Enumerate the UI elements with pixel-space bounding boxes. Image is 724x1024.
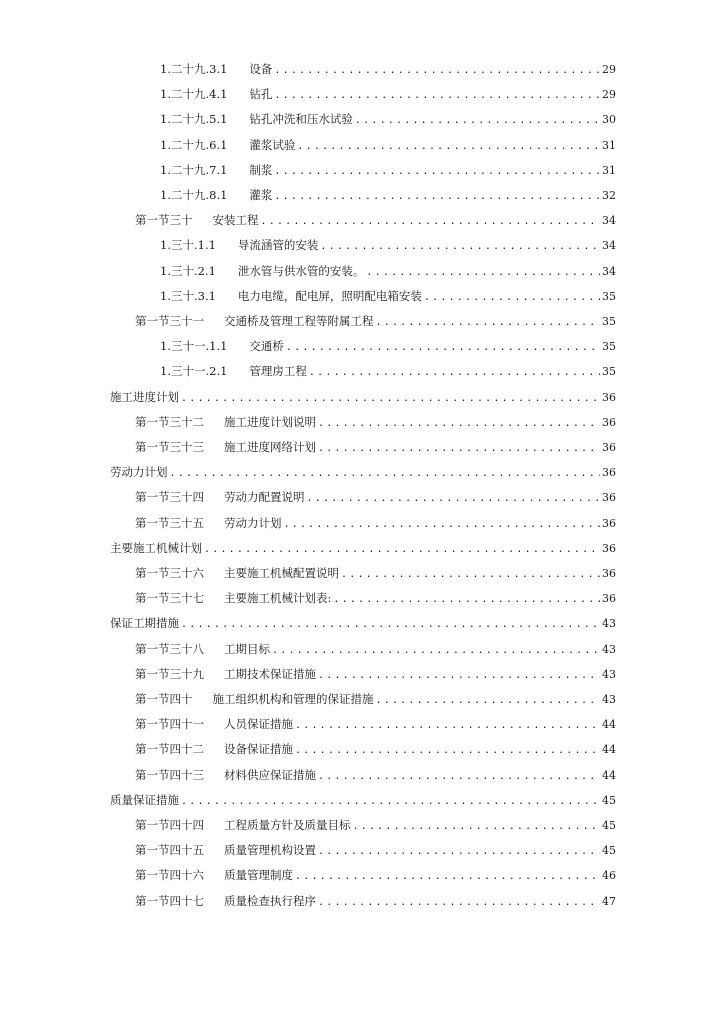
toc-entry[interactable] (110, 387, 616, 407)
toc-entry[interactable] (135, 639, 616, 659)
toc-entry-page-number: 36 (602, 592, 616, 606)
toc-entry-page-number: 36 (602, 390, 616, 404)
toc-entry-number: 第一节三十 (135, 213, 193, 228)
toc-entry-number: 1.三十.3.1 (160, 288, 216, 303)
toc-entry[interactable] (135, 513, 616, 533)
toc-entry[interactable] (135, 815, 616, 835)
toc-entry-title: 安装工程 (212, 213, 259, 228)
toc-entry[interactable] (160, 361, 616, 381)
toc-entry-page-number: 36 (602, 567, 616, 580)
toc-entry-title: 钻孔冲洗和压水试验 (249, 112, 353, 127)
toc-entry-title: 工期目标 (224, 641, 270, 656)
toc-entry-title: 质量管理制度 (224, 868, 293, 883)
toc-entry-title: 工程质量方针及质量目标 (224, 818, 351, 832)
toc-entry-page-number: 47 (602, 894, 616, 908)
dot-leader (274, 86, 600, 106)
toc-entry-title: 质量检查执行程序 (224, 893, 316, 908)
toc-entry-title: 材料供应保证措施 (224, 767, 316, 782)
toc-entry[interactable] (135, 588, 616, 608)
toc-entry-number: 第一节四十 (135, 692, 193, 706)
toc-entry-title: 主要施工机械计划 (110, 540, 202, 555)
toc-entry[interactable] (135, 714, 616, 734)
dot-leader (318, 767, 600, 787)
toc-entry-title: 人员保证措施 (224, 717, 293, 732)
dot-leader (170, 464, 601, 484)
dot-leader (318, 414, 600, 434)
toc-entry-title: 灌浆 (249, 188, 273, 202)
toc-entry-number: 1.二十九.4.1 (160, 87, 228, 102)
toc-entry-number: 1.二十九.6.1 (160, 137, 228, 152)
toc-entry-page-number: 36 (602, 466, 616, 480)
toc-entry[interactable] (110, 790, 616, 810)
toc-entry-page-number: 43 (602, 667, 616, 681)
toc-entry-number: 第一节四十五 (135, 843, 204, 858)
toc-entry-title: 电力电缆，配电屏，照明配电箱安装 (237, 288, 422, 303)
toc-entry-page-number: 34 (602, 214, 616, 228)
toc-entry-page-number: 44 (602, 768, 616, 782)
toc-entry-title: 制浆 (249, 162, 273, 177)
toc-entry[interactable] (135, 739, 616, 759)
toc-entry-page-number: 36 (602, 441, 616, 454)
toc-entry-title: 工期技术保证措施 (224, 666, 316, 681)
toc-entry-page-number: 43 (602, 693, 616, 706)
toc-entry-title: 交通桥 (249, 339, 284, 354)
dot-leader (307, 489, 601, 509)
toc-entry-number: 1.二十九.7.1 (160, 162, 228, 177)
dot-leader (181, 615, 600, 635)
toc-entry[interactable] (135, 412, 616, 432)
toc-entry[interactable] (135, 487, 616, 507)
toc-entry-number: 1.三十一.1.1 (160, 339, 228, 354)
dot-leader (341, 565, 600, 585)
toc-entry-title: 主要施工机械计划表: (224, 591, 332, 606)
toc-entry[interactable] (160, 109, 616, 129)
toc-entry-page-number: 45 (602, 793, 616, 807)
dot-leader (274, 162, 600, 182)
toc-entry-page-number: 29 (602, 63, 616, 76)
toc-entry[interactable] (110, 462, 616, 482)
dot-leader (295, 741, 600, 761)
toc-entry-page-number: 44 (602, 718, 616, 732)
dot-leader (295, 716, 600, 736)
toc-entry[interactable] (135, 840, 616, 860)
dot-leader (353, 817, 601, 837)
toc-entry-number: 第一节三十六 (135, 566, 204, 580)
toc-entry-page-number: 31 (602, 163, 616, 177)
toc-entry-page-number: 36 (602, 415, 616, 429)
dot-leader (376, 691, 601, 711)
toc-entry-page-number: 35 (602, 340, 616, 354)
dot-leader (320, 237, 600, 257)
dot-leader (318, 439, 600, 459)
toc-entry-page-number: 29 (602, 88, 616, 102)
toc-entry-title: 灌浆试验 (249, 137, 296, 152)
toc-entry-page-number: 32 (602, 189, 616, 202)
toc-entry-number: 1.三十.1.1 (160, 238, 216, 253)
dot-leader (424, 288, 600, 308)
dot-leader (274, 187, 600, 207)
dot-leader (286, 338, 600, 358)
toc-entry-title: 施工进度计划说明 (224, 414, 316, 429)
toc-entry-number: 1.三十一.2.1 (160, 364, 228, 379)
toc-entry-page-number: 35 (602, 289, 616, 303)
toc-entry-number: 第一节三十九 (135, 666, 204, 681)
toc-entry-number: 第一节三十七 (135, 591, 204, 606)
dot-leader (181, 389, 600, 409)
toc-entry-title: 设备 (249, 62, 273, 76)
toc-entry-page-number: 43 (602, 642, 616, 656)
toc-entry[interactable] (160, 336, 616, 356)
toc-entry-number: 第一节三十二 (135, 414, 204, 429)
toc-entry-page-number: 31 (602, 138, 616, 152)
toc-entry-page-number: 36 (602, 491, 616, 505)
toc-entry-title: 劳动力配置说明 (224, 490, 305, 505)
toc-entry-page-number: 44 (602, 743, 616, 757)
toc-entry-title: 泄水管与供水管的安装。 (237, 263, 365, 278)
toc-entry[interactable] (135, 311, 616, 331)
toc-entry-page-number: 35 (602, 365, 616, 379)
toc-entry-number: 第一节四十四 (135, 818, 204, 832)
toc-entry-number: 第一节四十二 (135, 742, 204, 757)
dot-leader (274, 61, 600, 81)
toc-entry-number: 第一节三十五 (135, 515, 204, 530)
toc-entry[interactable] (110, 613, 616, 633)
dot-leader (204, 540, 600, 560)
toc-entry-title: 管理房工程 (249, 364, 307, 379)
toc-entry-title: 导流涵管的安装 (237, 238, 319, 253)
toc-entry-title: 质量保证措施 (110, 792, 179, 807)
toc-entry-page-number: 36 (602, 541, 616, 555)
toc-entry-number: 1.二十九.8.1 (160, 188, 228, 202)
toc-entry-page-number: 36 (602, 516, 616, 530)
dot-leader (318, 666, 600, 686)
toc-entry-number: 第一节四十三 (135, 767, 204, 782)
toc-entry-title: 钻孔 (249, 87, 273, 102)
toc-entry[interactable] (135, 765, 616, 785)
toc-entry-title: 主要施工机械配置说明 (224, 566, 339, 580)
toc-entry[interactable] (135, 437, 616, 457)
toc-entry-number: 第一节三十一 (135, 314, 204, 328)
toc-entry[interactable] (135, 865, 616, 885)
toc-entry-number: 第一节三十八 (135, 641, 204, 656)
toc-entry-number: 第一节四十一 (135, 717, 204, 732)
toc-entry[interactable] (160, 59, 616, 79)
toc-entry-number: 1.二十九.3.1 (160, 62, 228, 76)
toc-entry-page-number: 34 (602, 239, 616, 253)
toc-entry[interactable] (135, 563, 616, 583)
toc-entry-title: 施工进度计划 (110, 389, 179, 404)
toc-entry-page-number: 46 (602, 869, 616, 883)
dot-leader (284, 515, 601, 535)
toc-entry-page-number: 45 (602, 819, 616, 832)
toc-entry-title: 劳动力计划 (110, 465, 168, 480)
toc-entry-title: 质量管理机构设置 (224, 843, 316, 858)
toc-entry-number: 1.二十九.5.1 (160, 112, 228, 127)
toc-entry-page-number: 30 (602, 113, 616, 127)
toc-entry[interactable] (110, 538, 616, 558)
toc-entry[interactable] (160, 235, 616, 255)
toc-entry-page-number: 43 (602, 617, 616, 631)
toc-entry[interactable] (135, 210, 616, 230)
toc-entry-title: 设备保证措施 (224, 742, 293, 757)
toc-entry-title: 保证工期措施 (110, 616, 179, 631)
toc-entry[interactable] (160, 261, 616, 281)
toc-entry[interactable] (160, 135, 616, 155)
dot-leader (297, 137, 600, 157)
toc-entry[interactable] (135, 891, 616, 911)
toc-entry-title: 交通桥及管理工程等附属工程 (224, 314, 374, 328)
dot-leader (355, 111, 600, 131)
dot-leader (309, 363, 600, 383)
toc-entry-number: 第一节三十四 (135, 490, 204, 505)
toc-entry[interactable] (160, 286, 616, 306)
toc-entry[interactable] (160, 160, 616, 180)
dot-leader (272, 641, 600, 661)
toc-entry-title: 劳动力计划 (224, 515, 282, 530)
toc-entry-page-number: 45 (602, 844, 616, 858)
dot-leader (261, 212, 601, 232)
toc-entry[interactable] (135, 689, 616, 709)
toc-entry-title: 施工进度网络计划 (224, 440, 316, 454)
toc-entry[interactable] (135, 664, 616, 684)
toc-entry[interactable] (160, 84, 616, 104)
toc-entry-number: 第一节四十七 (135, 893, 204, 908)
dot-leader (376, 313, 601, 333)
toc-entry-number: 第一节三十三 (135, 440, 204, 454)
toc-entry-number: 第一节四十六 (135, 868, 204, 883)
toc-entry-number: 1.三十.2.1 (160, 263, 216, 278)
dot-leader (318, 893, 600, 913)
toc-entry-page-number: 34 (602, 264, 616, 278)
toc-entry-page-number: 35 (602, 315, 616, 328)
dot-leader (295, 867, 600, 887)
dot-leader (333, 590, 600, 610)
dot-leader (366, 263, 600, 283)
dot-leader (181, 792, 600, 812)
toc-entry[interactable] (160, 185, 616, 205)
toc-entry-title: 施工组织机构和管理的保证措施 (212, 692, 374, 706)
dot-leader (318, 842, 600, 862)
